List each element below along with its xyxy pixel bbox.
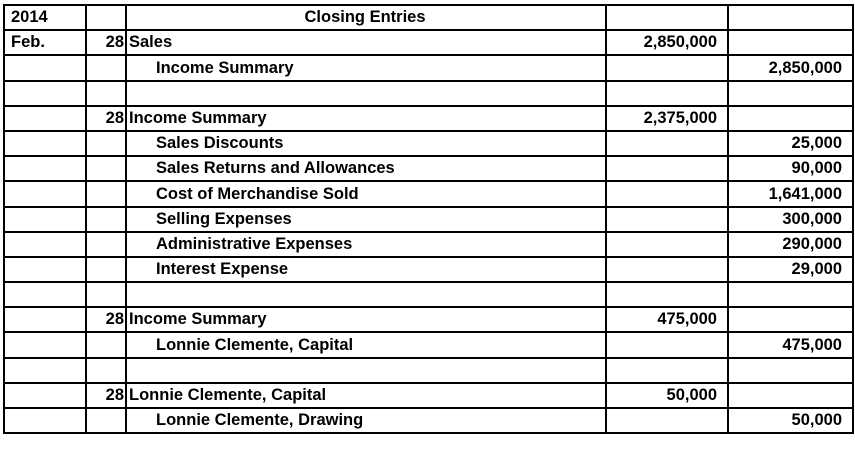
- month-cell: [4, 156, 86, 181]
- journal-row: [4, 106, 853, 131]
- month-cell: [4, 81, 86, 106]
- account-cell: [126, 81, 606, 106]
- month-cell: [4, 307, 86, 332]
- account-cell: Sales Discounts: [126, 131, 606, 156]
- account-cell: Administrative Expenses: [126, 232, 606, 257]
- month-cell: [4, 332, 86, 357]
- account-cell: Income Summary: [126, 307, 606, 332]
- credit-cell: 29,000: [728, 257, 853, 282]
- account-cell: Income Summary: [126, 55, 606, 80]
- debit-cell: 2,375,000: [606, 106, 728, 131]
- day-cell: [86, 5, 126, 30]
- day-cell: [86, 156, 126, 181]
- day-cell: 28: [86, 106, 126, 131]
- credit-cell: 2,850,000: [728, 55, 853, 80]
- month-cell: [4, 232, 86, 257]
- credit-cell: 300,000: [728, 207, 853, 232]
- journal-blank-row: [4, 81, 853, 106]
- journal-row: [4, 181, 853, 206]
- month-cell: [4, 383, 86, 408]
- month-cell: [4, 282, 86, 307]
- day-cell: [86, 332, 126, 357]
- credit-cell: 50,000: [728, 408, 853, 433]
- account-cell: Lonnie Clemente, Capital: [126, 332, 606, 357]
- credit-cell: [728, 106, 853, 131]
- credit-cell: 1,641,000: [728, 181, 853, 206]
- month-cell: [4, 358, 86, 383]
- debit-cell: 475,000: [606, 307, 728, 332]
- account-cell: Lonnie Clemente, Drawing: [126, 408, 606, 433]
- debit-cell: [606, 55, 728, 80]
- credit-cell: 475,000: [728, 332, 853, 357]
- debit-cell: [606, 5, 728, 30]
- day-cell: 28: [86, 307, 126, 332]
- month-cell: [4, 181, 86, 206]
- credit-cell: [728, 30, 853, 55]
- day-cell: 28: [86, 30, 126, 55]
- month-cell: Feb.: [4, 30, 86, 55]
- day-cell: [86, 207, 126, 232]
- debit-cell: 2,850,000: [606, 30, 728, 55]
- day-cell: [86, 232, 126, 257]
- journal-header-row: [4, 5, 853, 30]
- debit-cell: [606, 408, 728, 433]
- journal-row: [4, 307, 853, 332]
- credit-cell: [728, 358, 853, 383]
- credit-cell: [728, 383, 853, 408]
- credit-cell: 25,000: [728, 131, 853, 156]
- debit-cell: [606, 358, 728, 383]
- month-cell: [4, 207, 86, 232]
- journal-row: [4, 30, 853, 55]
- journal-row: [4, 55, 853, 80]
- journal-row: [4, 383, 853, 408]
- account-cell: Sales Returns and Allowances: [126, 156, 606, 181]
- credit-cell: [728, 5, 853, 30]
- day-cell: [86, 257, 126, 282]
- month-cell: [4, 106, 86, 131]
- journal-row: [4, 408, 853, 433]
- journal-blank-row: [4, 358, 853, 383]
- debit-cell: [606, 131, 728, 156]
- credit-cell: 90,000: [728, 156, 853, 181]
- day-cell: 28: [86, 383, 126, 408]
- month-cell: [4, 408, 86, 433]
- month-cell: [4, 55, 86, 80]
- credit-cell: [728, 81, 853, 106]
- account-cell: Interest Expense: [126, 257, 606, 282]
- journal-row: [4, 332, 853, 357]
- journal-row: [4, 131, 853, 156]
- year-cell: 2014: [4, 5, 86, 30]
- journal-blank-row: [4, 282, 853, 307]
- journal-row: [4, 207, 853, 232]
- debit-cell: [606, 332, 728, 357]
- day-cell: [86, 282, 126, 307]
- debit-cell: [606, 282, 728, 307]
- journal-row: [4, 257, 853, 282]
- month-cell: [4, 257, 86, 282]
- account-cell: Sales: [126, 30, 606, 55]
- day-cell: [86, 81, 126, 106]
- account-cell: Selling Expenses: [126, 207, 606, 232]
- debit-cell: 50,000: [606, 383, 728, 408]
- debit-cell: [606, 156, 728, 181]
- account-cell: Lonnie Clemente, Capital: [126, 383, 606, 408]
- day-cell: [86, 358, 126, 383]
- closing-entries-journal-table: [3, 4, 854, 434]
- day-cell: [86, 55, 126, 80]
- credit-cell: [728, 282, 853, 307]
- debit-cell: [606, 181, 728, 206]
- journal-row: [4, 156, 853, 181]
- account-cell: Cost of Merchandise Sold: [126, 181, 606, 206]
- day-cell: [86, 131, 126, 156]
- journal-row: [4, 232, 853, 257]
- debit-cell: [606, 207, 728, 232]
- day-cell: [86, 408, 126, 433]
- debit-cell: [606, 257, 728, 282]
- journal-title: Closing Entries: [126, 5, 606, 30]
- account-cell: Income Summary: [126, 106, 606, 131]
- credit-cell: [728, 307, 853, 332]
- credit-cell: 290,000: [728, 232, 853, 257]
- day-cell: [86, 181, 126, 206]
- account-cell: [126, 282, 606, 307]
- month-cell: [4, 131, 86, 156]
- account-cell: [126, 358, 606, 383]
- debit-cell: [606, 232, 728, 257]
- debit-cell: [606, 81, 728, 106]
